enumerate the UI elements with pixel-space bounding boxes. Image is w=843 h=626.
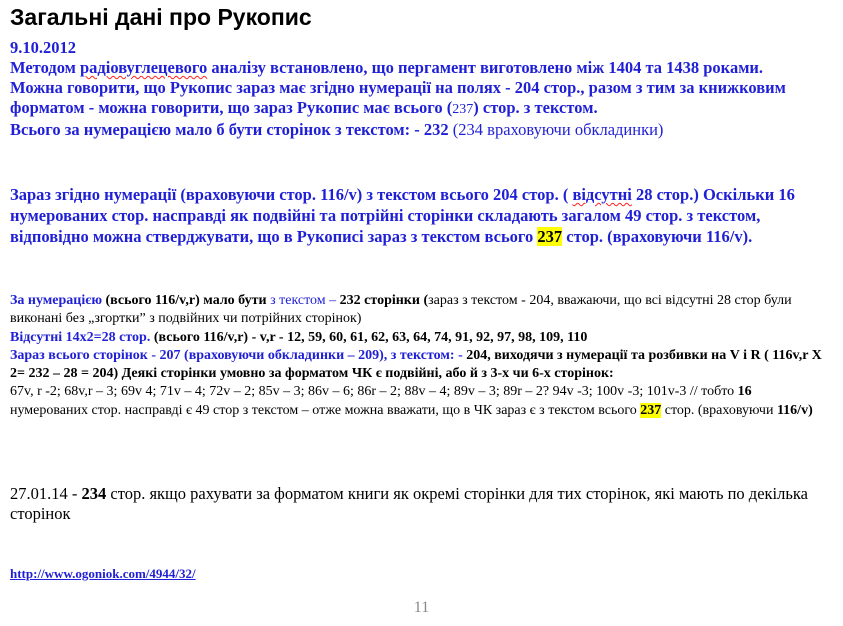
count-value: 237: [452, 102, 474, 117]
total-numbering-paragraph: [10, 120, 830, 140]
text-run: нумерованих стор. насправді є 49 стор з текстом – отже можна вважати, що в ЧК зараз є з текстом всього: [10, 402, 641, 418]
text-run: Всього за нумерацією мало б бути сторінок з текстом: - 232: [10, 120, 453, 139]
link-line: [10, 566, 830, 582]
note-paragraph: [10, 484, 830, 524]
highlighted-number: 237: [537, 227, 563, 246]
source-link[interactable]: http://www.ogoniok.com/4944/32/: [10, 566, 196, 581]
text-run: Можна говорити, що Рукопис зараз має згідно нумерації на полях - 204 стор., разом з тим за книжковим форматом - можна говорити, що зараз Рукопис має всього (: [10, 78, 786, 117]
numbering-paragraph: [10, 292, 830, 329]
text-run: 232 сторінки (: [339, 293, 429, 308]
current-count-paragraph: [10, 184, 830, 247]
text-run: 67v, r -2; 68v,r – 3; 69v 4; 71v – 4; 72v – 2; 85v – 3; 86v – 6; 86r – 2; 88v – 4; 89v – 3; 89r – 2? 94v -3; 100v -3; 101v-3 // тобто: [10, 384, 738, 400]
page-list-paragraph: [10, 383, 830, 420]
text-run: Відсутні 14х2=28 стор.: [10, 329, 151, 345]
text-run: з текстом –: [266, 293, 340, 308]
page-count-paragraph: [10, 78, 830, 120]
text-run: зараз з текстом - 204, вважаючи, що всі відсутні 28 стор були виконані без „згортки” з подвійних чи потрійних сторінок): [10, 293, 792, 327]
text-run: (234 враховуючи обкладинки): [452, 120, 664, 139]
details-section: [10, 292, 830, 420]
text-run: стор. (враховуючи 116/v).: [562, 227, 753, 246]
total-pages-paragraph: [10, 347, 830, 384]
radiocarbon-paragraph: [10, 58, 830, 78]
date-heading: 9.10.2012: [10, 38, 76, 57]
highlighted-number: 237: [640, 402, 662, 418]
text-run: стор. якщо рахувати за форматом книги як окремі сторінки для тих сторінок, які мають по декілька сторінок: [10, 484, 808, 523]
page-title: Загальні дані про Рукопис: [10, 4, 312, 30]
missing-pages-paragraph: [10, 329, 830, 347]
text-run: Зараз згідно нумерації (враховуючи стор. 116/v) з текстом всього 204 стор. (: [10, 185, 573, 204]
text-run: 204, виходячи з нумерації та розбивки на V і R ( 116v,r X 2= 232 – 28 = 204) Деякі сторінки умовно за форматом ЧК є подвійні, або й з 3-х чи 6-х сторінок:: [10, 347, 822, 382]
text-run: Зараз всього сторінок - 207 (враховуючи обкладинки – 209), з текстом: -: [10, 347, 467, 363]
text-run: Методом: [10, 58, 80, 77]
text-run: 28 стор.) Оскільки 16 нумерованих стор. насправді як подвійні та потрійні сторінки складають загалом 49 стор. з текстом, відповідно можна стверджувати, що в Рукописі зараз з текстом всього: [10, 185, 795, 246]
text-run: аналізу встановлено, що пергамент виготовлено між 1404 та 1438 роками.: [207, 58, 764, 77]
spellcheck-word: радіовуглецевого: [80, 58, 208, 77]
text-run: 16: [737, 384, 752, 400]
text-run: (всього 116/v,r) - v,r - 12, 59, 60, 61, 62, 63, 64, 74, 91, 92, 97, 98, 109, 110: [150, 329, 588, 345]
count-value: 234: [81, 484, 107, 503]
text-run: 116/v): [776, 402, 813, 418]
spellcheck-word: відсутні: [572, 185, 632, 204]
date-text: 27.01.14 -: [10, 484, 82, 503]
text-run: За нумерацією: [10, 293, 103, 308]
dating-section: [10, 38, 830, 140]
text-run: стор. (враховуючи: [661, 402, 777, 418]
text-run: (всього 116/v,r) мало бути: [102, 293, 267, 308]
text-run: ) стор. з текстом.: [473, 98, 598, 117]
page-number: 11: [413, 599, 430, 616]
